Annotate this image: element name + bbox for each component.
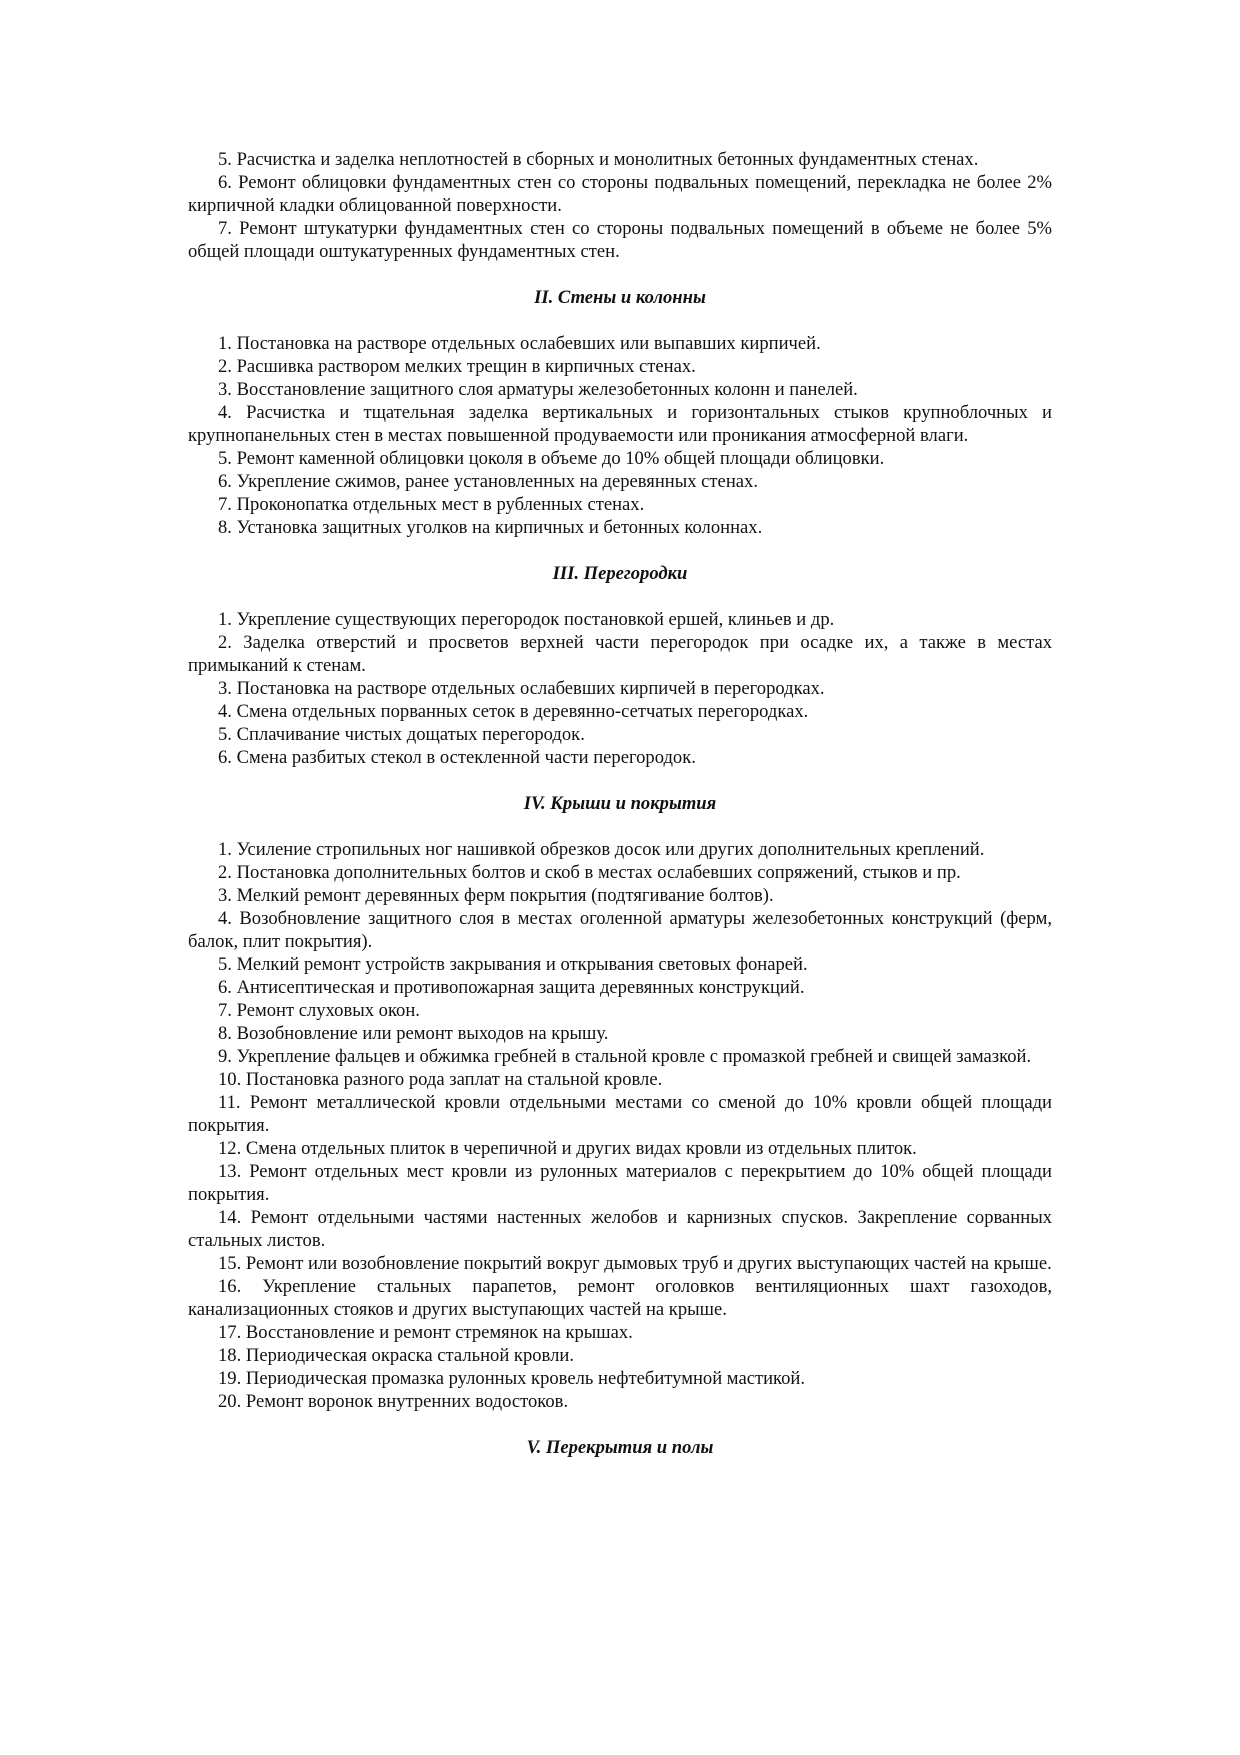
section-heading: IV. Крыши и покрытия xyxy=(523,793,717,814)
list-item: 6. Укрепление сжимов, ранее установленных на деревянных стенах. xyxy=(218,471,758,492)
list-item: 14. Ремонт отдельными частями настенных желобов и карнизных спусков. Закрепление сорванных стальных листов. xyxy=(188,1207,1052,1251)
section-heading: II. Стены и колонны xyxy=(534,287,706,308)
section-foundations-continued xyxy=(188,148,1052,263)
section-heading: V. Перекрытия и полы xyxy=(526,1437,714,1458)
list-item: 16. Укрепление стальных парапетов, ремонт оголовков вентиляционных шахт газоходов, канализационных стояков и других выступающих частей на крыше. xyxy=(188,1276,1052,1320)
list-item: 20. Ремонт воронок внутренних водостоков. xyxy=(218,1391,569,1412)
list-item: 5. Сплачивание чистых дощатых перегородок. xyxy=(218,724,585,745)
list-item: 8. Установка защитных уголков на кирпичных и бетонных колоннах. xyxy=(218,517,763,538)
list-item: 4. Смена отдельных порванных сеток в деревянно-сетчатых перегородках. xyxy=(218,701,809,722)
list-item: 7. Проконопатка отдельных мест в рубленных стенах. xyxy=(218,494,645,515)
list-item: 4. Возобновление защитного слоя в местах оголенной арматуры железобетонных конструкций (ферм, балок, плит покрытия). xyxy=(188,908,1052,952)
list-item: 1. Укрепление существующих перегородок постановкой ершей, клиньев и др. xyxy=(218,609,835,630)
list-item: 11. Ремонт металлической кровли отдельными местами со сменой до 10% кровли общей площади покрытия. xyxy=(188,1092,1052,1136)
list-item: 8. Возобновление или ремонт выходов на крышу. xyxy=(218,1023,609,1044)
list-item: 5. Ремонт каменной облицовки цоколя в объеме до 10% общей площади облицовки. xyxy=(218,448,885,469)
list-item: 2. Заделка отверстий и просветов верхней части перегородок при осадке их, а также в местах примыканий к стенам. xyxy=(188,632,1052,676)
list-item: 5. Мелкий ремонт устройств закрывания и открывания световых фонарей. xyxy=(218,954,808,975)
section-heading: III. Перегородки xyxy=(552,563,688,584)
list-item: 10. Постановка разного рода заплат на стальной кровле. xyxy=(218,1069,663,1090)
list-item: 1. Усиление стропильных ног нашивкой обрезков досок или других дополнительных креплений. xyxy=(218,839,985,860)
list-item: 3. Постановка на растворе отдельных ослабевших кирпичей в перегородках. xyxy=(218,678,825,699)
list-item: 12. Смена отдельных плиток в черепичной и других видах кровли из отдельных плиток. xyxy=(218,1138,917,1159)
list-item: 7. Ремонт штукатурки фундаментных стен со стороны подвальных помещений в объеме не более 5% общей площади оштукатуренных фундаментных стен. xyxy=(188,218,1052,262)
list-item: 6. Антисептическая и противопожарная защита деревянных конструкций. xyxy=(218,977,805,998)
list-item: 4. Расчистка и тщательная заделка вертикальных и горизонтальных стыков крупноблочных и крупнопанельных стен в местах повышенной продуваемости или проникания атмосферной влаги. xyxy=(188,402,1052,446)
list-item: 13. Ремонт отдельных мест кровли из рулонных материалов с перекрытием до 10% общей площади покрытия. xyxy=(188,1161,1052,1205)
list-item: 7. Ремонт слуховых окон. xyxy=(218,1000,420,1021)
list-item: 6. Ремонт облицовки фундаментных стен со стороны подвальных помещений, перекладка не более 2% кирпичной кладки облицованной поверхности. xyxy=(188,172,1052,216)
list-item: 19. Периодическая промазка рулонных кровель нефтебитумной мастикой. xyxy=(218,1368,806,1389)
list-item: 18. Периодическая окраска стальной кровли. xyxy=(218,1345,574,1366)
list-item: 6. Смена разбитых стекол в остекленной части перегородок. xyxy=(218,747,696,768)
section-roofs xyxy=(188,792,1052,1413)
list-item: 15. Ремонт или возобновление покрытий вокруг дымовых труб и других выступающих частей на крыше. xyxy=(218,1253,1052,1274)
section-partitions xyxy=(188,562,1052,769)
list-item: 1. Постановка на растворе отдельных ослабевших или выпавших кирпичей. xyxy=(218,333,821,354)
list-item: 3. Восстановление защитного слоя арматуры железобетонных колонн и панелей. xyxy=(218,379,858,400)
document-page xyxy=(188,148,1052,1459)
list-item: 17. Восстановление и ремонт стремянок на крышах. xyxy=(218,1322,633,1343)
list-item: 2. Постановка дополнительных болтов и скоб в местах ослабевших сопряжений, стыков и пр. xyxy=(218,862,961,883)
list-item: 9. Укрепление фальцев и обжимка гребней в стальной кровле с промазкой гребней и свищей замазкой. xyxy=(218,1046,1032,1067)
list-item: 2. Расшивка раствором мелких трещин в кирпичных стенах. xyxy=(218,356,696,377)
section-floors xyxy=(188,1436,1052,1459)
list-item: 3. Мелкий ремонт деревянных ферм покрытия (подтягивание болтов). xyxy=(218,885,774,906)
section-walls-columns xyxy=(188,286,1052,539)
list-item: 5. Расчистка и заделка неплотностей в сборных и монолитных бетонных фундаментных стенах. xyxy=(218,149,979,170)
